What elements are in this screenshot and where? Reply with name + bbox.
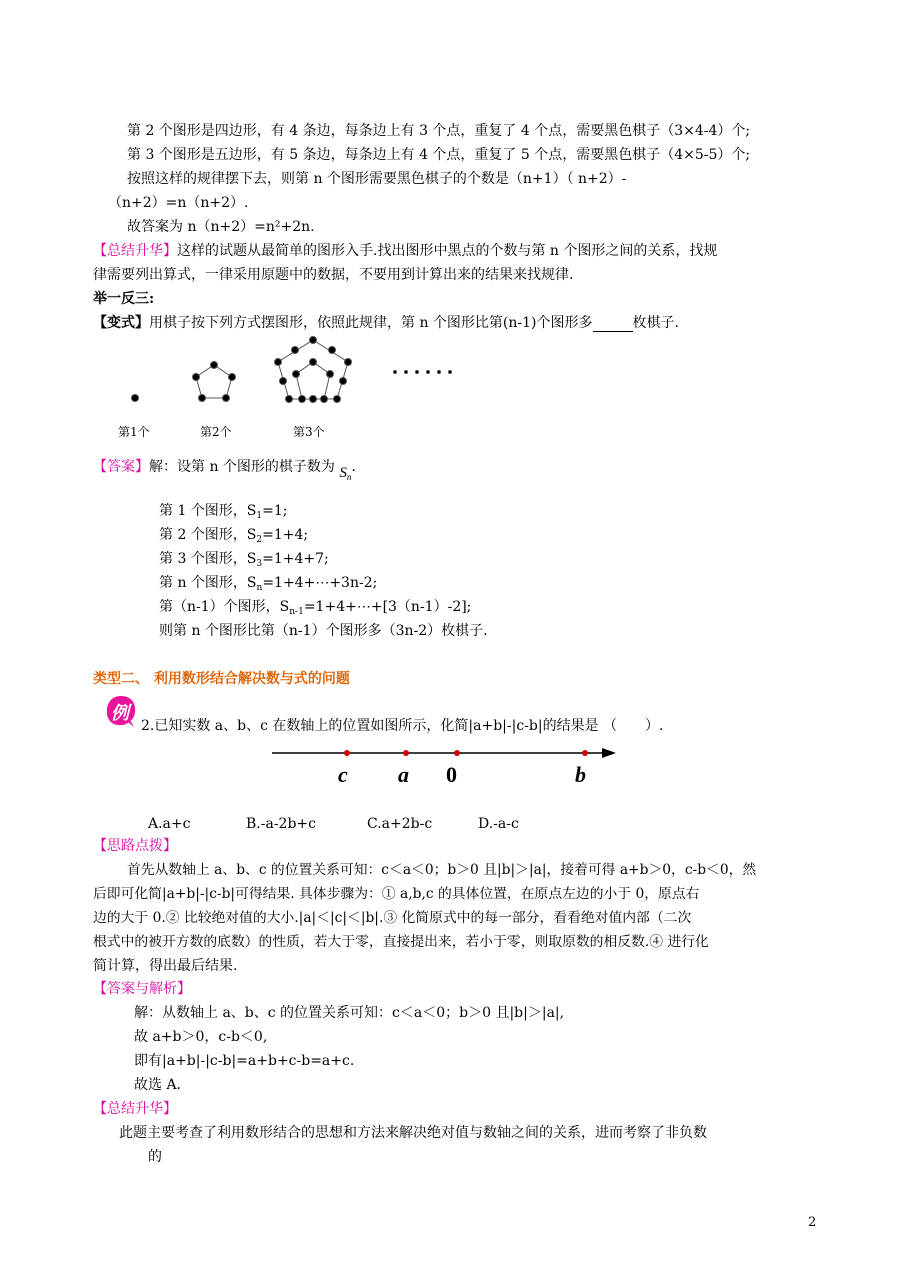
variant-text-end: 枚棋子.: [632, 315, 679, 331]
answer-line: 第 n 个图形，$S_n=1+4+\cdots+3n-2$;: [159, 575, 378, 593]
summary-tag: 【总结升华】: [93, 1101, 177, 1117]
ellipsis-dots: [393, 370, 451, 373]
answer-intro: 解：设第 n 个图形的棋子数为: [149, 459, 335, 475]
axis-label-a: a: [398, 762, 409, 787]
analysis-line: 即有|a+b|-|c-b|=a+b+c-b=a+c.: [134, 1053, 355, 1069]
text-line: 第 2 个图形是四边形，有 4 条边，每条边上有 3 个点，重复了 4 个点，需要黑色棋子（3×4-4）个;: [127, 123, 751, 139]
page-number: 2: [808, 1215, 817, 1230]
summary-paragraph: [93, 242, 717, 260]
number-line: [272, 744, 617, 764]
figure-label: 第1个: [118, 425, 150, 439]
answer-line: 第 3 个图形，$S_3=1+4+7$;: [159, 551, 329, 569]
answer-paragraph: [93, 458, 356, 480]
option-d: D.-a-c: [478, 816, 519, 832]
option-c: C.a+2b-c: [367, 816, 433, 832]
answer-analysis-tag: 【答案与解析】: [93, 981, 191, 997]
answer-line: 第 1 个图形，$S_1=1$;: [159, 503, 288, 521]
text-line: 按照这样的规律摆下去，则第 n 个图形需要黑色棋子的个数是（n+1）（ n+2）-: [127, 171, 627, 187]
answer-blank: [593, 317, 633, 332]
point-b: [582, 750, 588, 756]
point-c: [344, 750, 350, 756]
analysis-line: 解：从数轴上 a、b、c 的位置关系可知：c＜a＜0；b＞0 且|b|＞|a|,: [134, 1005, 565, 1021]
figure-label: 第2个: [200, 425, 232, 439]
section-heading: 类型二、 利用数形结合解决数与式的问题: [93, 671, 350, 687]
practice-heading: 举一反三:: [93, 291, 155, 307]
axis-label-zero: 0: [446, 762, 457, 787]
point-zero: [454, 750, 460, 756]
hint-line: 根式中的被开方数的底数）的性质，若大于零，直接提出来，若小于零，则取原数的相反数.④ 进行化: [93, 934, 709, 950]
summary-line: 的: [148, 1149, 162, 1165]
badge-text: 例: [111, 703, 129, 724]
sn-symbol: $S_n$: [339, 465, 352, 482]
variant-question: [93, 314, 679, 332]
question-text: 2.已知实数 a、b、c 在数轴上的位置如图所示，化简|a+b|-|c-b|的结果是 （ ）.: [141, 718, 664, 734]
option-a: A.a+c: [148, 816, 191, 832]
analysis-line: 故选 A.: [134, 1077, 182, 1093]
variant-tag: 【变式】: [93, 315, 149, 331]
figure-label: 第3个: [293, 425, 325, 439]
text-line: 故答案为 n（n+2）=n²+2n.: [127, 219, 315, 235]
option-b: B.-a-2b+c: [246, 816, 316, 832]
hint-tag: 【思路点拨】: [93, 838, 177, 854]
figure1-dot: [132, 395, 139, 402]
figure3-pentagon: [275, 337, 352, 403]
text-line: 第 3 个图形是五边形，有 5 条边，每条边上有 4 个点，重复了 5 个点，需要黑色棋子（4×5-5）个;: [127, 147, 751, 163]
period: .: [351, 459, 356, 475]
answer-tag: 【答案】: [93, 459, 149, 475]
hint-line: 边的大于 0.② 比较绝对值的大小.|a|＜|c|＜|b|.③ 化简原式中的每一部分，看看绝对值内部（二次: [93, 910, 692, 926]
variant-text: 用棋子按下列方式摆图形，依照此规律，第 n 个图形比第(n-1)个图形多: [149, 315, 593, 331]
text-line: （n+2）=n（n+2）.: [108, 195, 249, 211]
axis-label-b: b: [575, 762, 586, 787]
text-line: 律需要列出算式，一律采用原题中的数据，不要用到计算出来的结果来找规律.: [93, 267, 574, 283]
arrow-head: [602, 748, 616, 758]
analysis-line: 故 a+b＞0，c-b＜0,: [134, 1029, 268, 1045]
answer-conclusion: 则第 n 个图形比第（n-1）个图形多（3n-2）枚棋子.: [159, 623, 488, 639]
hint-line: 简计算，得出最后结果.: [93, 958, 238, 974]
hint-line: 首先从数轴上 a、b、c 的位置关系可知：c＜a＜0；b＞0 且|b|＞|a|，接着可得 a+b＞0，c-b＜0，然: [127, 862, 757, 878]
summary-line: 此题主要考查了利用数形结合的思想和方法来解决绝对值与数轴之间的关系，进而考察了非负数: [119, 1125, 707, 1141]
axis-label-c: c: [338, 762, 348, 787]
answer-line: 第（n-1）个图形，$S_{n-1}=1+4+\cdots+[3(n-1)-2]$;: [159, 599, 472, 617]
hint-line: 后即可化简|a+b|-|c-b|可得结果. 具体步骤为：① a,b,c 的具体位置，在原点左边的小于 0，原点右: [93, 886, 700, 902]
summary-text: 这样的试题从最简单的图形入手.找出图形中黑点的个数与第 n 个图形之间的关系，找规: [177, 243, 718, 259]
answer-line: 第 2 个图形，$S_2=1+4$;: [159, 527, 309, 545]
pattern-figures: [110, 335, 470, 415]
point-a: [403, 750, 409, 756]
example-badge: [104, 694, 138, 728]
summary-tag: 【总结升华】: [93, 243, 177, 259]
figure2-pentagon: [193, 362, 236, 402]
